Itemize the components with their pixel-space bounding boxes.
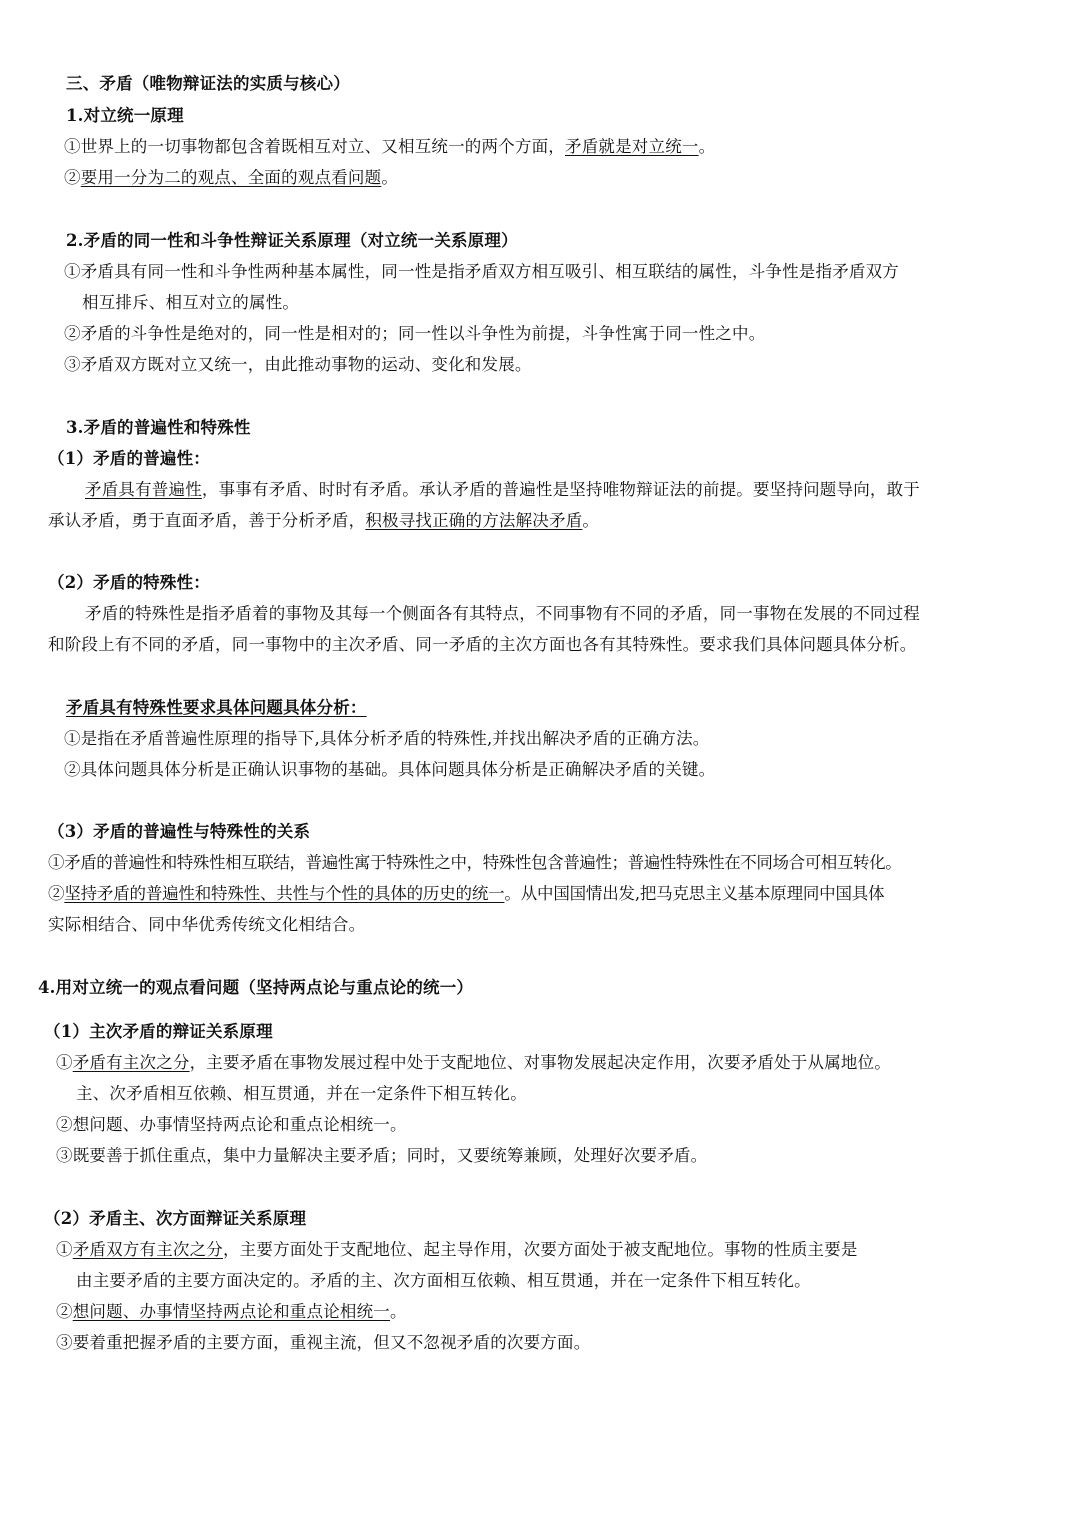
text-run: ②	[64, 168, 81, 187]
subheading-particularity: （2）矛盾的特殊性：	[48, 573, 210, 592]
paragraph-line: ②想问题、办事情坚持两点论和重点论相统一。	[56, 1115, 407, 1134]
underlined-text: 矛盾具有普遍性	[85, 480, 202, 499]
paragraph-line: ①矛盾具有同一性和斗争性两种基本属性，同一性是指矛盾双方相互吸引、相互联结的属性，斗争性是指矛盾双方	[64, 262, 899, 281]
subheading-principal-contradiction: （1）主次矛盾的辩证关系原理	[44, 1022, 273, 1041]
text-run: ，主要方面处于支配地位、起主导作用，次要方面处于被支配地位。事物的性质主要是	[223, 1240, 858, 1259]
underlined-text: 矛盾双方有主次之分	[72, 1240, 224, 1259]
text-run: ①	[56, 1240, 73, 1259]
paragraph-line: 相互排斥、相互对立的属性。	[82, 293, 300, 312]
underlined-text: 坚持矛盾的普遍性和特殊性、共性与个性的具体的历史的统一	[64, 884, 505, 903]
underlined-text: 想问题、办事情坚持两点论和重点论相统一	[72, 1302, 391, 1321]
paragraph-line: ②具体问题具体分析是正确认识事物的基础。具体问题具体分析是正确解决矛盾的关键。	[64, 760, 716, 779]
paragraph-line	[64, 136, 715, 158]
paragraph-line: ①矛盾的普遍性和特殊性相互联结，普遍性寓于特殊性之中，特殊性包含普遍性；普遍性特殊性在不同场合可相互转化。	[48, 853, 902, 872]
paragraph-line	[56, 1301, 407, 1323]
paragraph-line: ①是指在矛盾普遍性原理的指导下,具体分析矛盾的特殊性,并找出解决矛盾的正确方法。	[64, 729, 710, 748]
text-run: 。	[582, 511, 600, 530]
text-run: ，主要矛盾在事物发展过程中处于支配地位、对事物发展起决定作用，次要矛盾处于从属地位。	[189, 1053, 892, 1072]
heading-two-point-theory: 4.用对立统一的观点看问题（坚持两点论与重点论的统一）	[38, 978, 474, 997]
paragraph-line	[48, 883, 884, 905]
paragraph-line	[48, 510, 599, 532]
text-run: 。	[381, 168, 399, 187]
text-run: 。	[698, 137, 716, 156]
text-run: ①世界上的一切事物都包含着既相互对立、又相互统一的两个方面，	[64, 137, 565, 156]
subheading-principal-aspect: （2）矛盾主、次方面辩证关系原理	[44, 1209, 307, 1228]
text-run: ，事事有矛盾、时时有矛盾。承认矛盾的普遍性是坚持唯物辩证法的前提。要坚持问题导向，敢于	[201, 480, 921, 499]
text-run: ①	[56, 1053, 73, 1072]
underlined-text: 矛盾就是对立统一	[565, 137, 699, 156]
underlined-text: 矛盾有主次之分	[72, 1053, 190, 1072]
heading-identity-struggle: 2.矛盾的同一性和斗争性辩证关系原理（对立统一关系原理）	[66, 231, 518, 250]
paragraph-line: 矛盾的特殊性是指矛盾着的事物及其每一个侧面各有其特点，不同事物有不同的矛盾，同一事物在发展的不同过程	[85, 604, 920, 623]
text-run: ②	[48, 884, 65, 903]
paragraph-line: ③要着重把握矛盾的主要方面，重视主流，但又不忽视矛盾的次要方面。	[56, 1333, 591, 1352]
heading-universality-particularity: 3.矛盾的普遍性和特殊性	[66, 418, 251, 437]
paragraph-line: 和阶段上有不同的矛盾，同一事物中的主次矛盾、同一矛盾的主次方面也各有其特殊性。要求我们具体问题具体分析。	[48, 635, 917, 654]
subheading-concrete-analysis: 矛盾具有特殊性要求具体问题具体分析：	[66, 698, 367, 717]
underlined-text: 要用一分为二的观点、全面的观点看问题	[80, 168, 382, 187]
section-title: 三、矛盾（唯物辩证法的实质与核心）	[66, 74, 350, 93]
underlined-text: 积极寻找正确的方法解决矛盾	[365, 511, 583, 530]
text-run: 。	[390, 1302, 407, 1321]
subheading-universality: （1）矛盾的普遍性：	[48, 449, 210, 468]
paragraph-line	[56, 1052, 891, 1074]
paragraph-line	[56, 1239, 858, 1261]
text-run: ②	[56, 1302, 73, 1321]
paragraph-line	[64, 167, 398, 189]
paragraph-line: 主、次矛盾相互依赖、相互贯通，并在一定条件下相互转化。	[76, 1084, 527, 1103]
paragraph-line	[85, 479, 920, 501]
text-run: 。从中国国情出发,把马克思主义基本原理同中国具体	[504, 884, 885, 903]
paragraph-line: ②矛盾的斗争性是绝对的，同一性是相对的；同一性以斗争性为前提，斗争性寓于同一性之中。	[64, 324, 766, 343]
paragraph-line: 由主要矛盾的主要方面决定的。矛盾的主、次方面相互依赖、相互贯通，并在一定条件下相互转化。	[76, 1271, 811, 1290]
paragraph-line: ③矛盾双方既对立又统一，由此推动事物的运动、变化和发展。	[64, 355, 532, 374]
text-run: 承认矛盾，勇于直面矛盾，善于分析矛盾，	[48, 511, 366, 530]
heading-unity-of-opposites: 1.对立统一原理	[66, 106, 184, 125]
paragraph-line: 实际相结合、同中华优秀传统文化相结合。	[48, 915, 366, 934]
subheading-relationship: （3）矛盾的普遍性与特殊性的关系	[48, 822, 311, 841]
paragraph-line: ③既要善于抓住重点，集中力量解决主要矛盾；同时，又要统筹兼顾，处理好次要矛盾。	[56, 1146, 708, 1165]
